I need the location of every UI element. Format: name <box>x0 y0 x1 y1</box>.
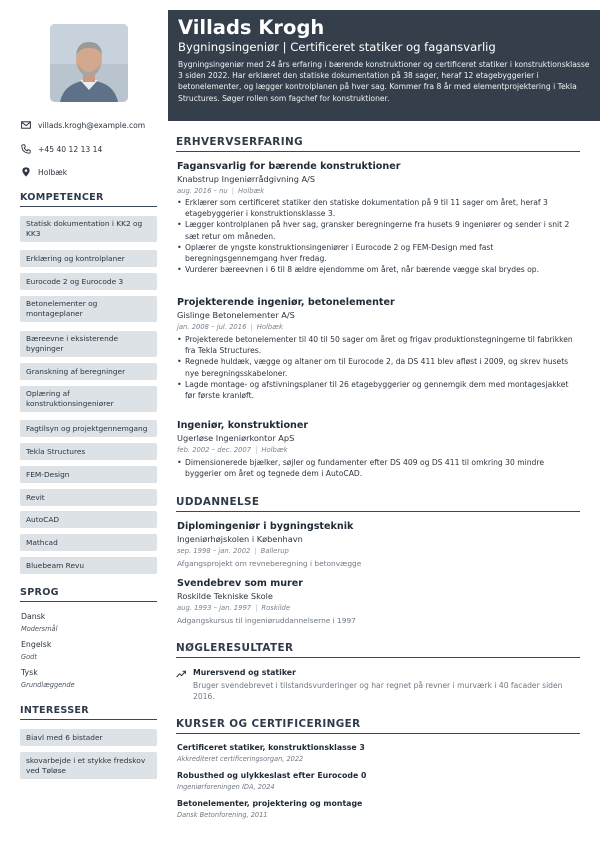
list-item: • Erklærer som certificeret statiker den statiske dokumentation på 9 til 11 sager om året, heraf 3 etagebyggerier i konstruktionsklasse 3. <box>177 197 580 219</box>
job-period: aug. 2016 – nu <box>177 187 228 195</box>
result-description: Bruger svendebrevet i tilstandsvurderinger og har regnet på revner i murværk i 40 facader siden 2016. <box>193 681 563 702</box>
education-place: Ballerup <box>260 547 289 555</box>
profile-photo <box>50 24 128 102</box>
profile-summary: Bygningsingeniør med 24 års erfaring i bærende konstruktioner og certificeret statiker i konstruktionsklasse 3 siden 2022. Har erklæret den statiske dokumentation på 38 sager, heraf 12 etagebyggerier i betonelementer, og lægger kontrolplanen på hver sag. Kommer fra 8 år med elementprojektering i Tekla Structures. Søger rollen som fagchef for konstruktioner. <box>178 60 590 103</box>
degree-title: Diplomingeniør i bygningsteknik <box>177 521 354 532</box>
skill-chip: FEM-Design <box>20 466 157 483</box>
list-item: • Dimensionerede bjælker, søjler og fundamenter efter DS 409 og DS 411 til omkring 30 mindre byggerier om året og tegnede dem i AutoCAD. <box>177 457 580 479</box>
results-heading: NØGLERESULTATER <box>176 642 580 658</box>
job-meta: feb. 2002 – dec. 2007 | Holbæk <box>177 446 288 454</box>
education-heading: UDDANNELSE <box>176 496 580 512</box>
job-period: jan. 2008 – jul. 2016 <box>177 323 247 331</box>
school-name: Roskilde Tekniske Skole <box>177 591 273 601</box>
contact-location <box>21 167 161 177</box>
degree-title: Svendebrev som murer <box>177 578 304 589</box>
phone-text: +45 40 12 13 14 <box>38 144 103 154</box>
languages-heading: SPROG <box>20 587 157 602</box>
courses-heading: KURSER OG CERTIFICERINGER <box>176 718 580 734</box>
education-meta: sep. 1998 – jan. 2002 | Ballerup <box>177 547 289 555</box>
course-title: Robusthed og ulykkeslast efter Eurocode 0 <box>177 771 367 780</box>
education-meta: aug. 1993 – jan. 1997 | Roskilde <box>177 604 291 612</box>
skill-chip: Bæreevne i eksisterende bygninger <box>20 331 157 357</box>
language-level: Grundlæggende <box>21 681 75 689</box>
job-place: Holbæk <box>256 323 283 331</box>
course-title: Certificeret statiker, konstruktionsklasse 3 <box>177 743 365 752</box>
job-bullets <box>177 197 580 275</box>
location-text: Holbæk <box>38 167 68 177</box>
education-note: Afgangsprojekt om revneberegning i betonvægge <box>177 559 362 568</box>
course-org: Akkrediteret certificeringsorgan, 2022 <box>177 755 304 763</box>
header-banner <box>168 10 600 121</box>
language-name: Tysk <box>21 668 38 677</box>
phone-icon <box>21 144 31 154</box>
skill-chip: Granskning af beregninger <box>20 363 157 380</box>
sidebar <box>0 0 168 849</box>
job-meta: jan. 2008 – jul. 2016 | Holbæk <box>177 323 283 331</box>
skill-chip: Bluebeam Revu <box>20 557 157 574</box>
contact-phone[interactable] <box>21 144 161 154</box>
list-item: • Lægger kontrolplanen på hver sag, gransker beregningerne fra husets 9 ingeniører og sender i snit 2 sæt retur om måneden. <box>177 219 580 241</box>
trend-up-icon <box>176 670 186 678</box>
course-org: Ingeniørforeningen IDA, 2024 <box>177 783 275 791</box>
skill-chip: Erklæring og kontrolplaner <box>20 250 157 267</box>
skill-chip: Eurocode 2 og Eurocode 3 <box>20 273 157 290</box>
job-title: Projekterende ingeniør, betonelementer <box>177 297 395 308</box>
job-headline: Bygningsingeniør | Certificeret statiker og fagansvarlig <box>178 40 496 54</box>
list-item: • Regnede huldæk, vægge og altaner om til Eurocode 2, da DS 411 blev afløst i 2009, og skrev husets nye beregningsskabeloner. <box>177 356 580 378</box>
interests-heading: INTERESSER <box>20 705 157 720</box>
map-pin-icon <box>21 167 31 177</box>
skill-chip: Fagtilsyn og projektgennemgang <box>20 420 157 437</box>
job-company: Gislinge Betonelementer A/S <box>177 310 295 320</box>
job-bullets <box>177 457 580 479</box>
skill-chip: Revit <box>20 489 157 506</box>
email-text: villads.krogh@example.com <box>38 120 146 130</box>
language-level: Modersmål <box>21 625 58 633</box>
course-org: Dansk Betonforening, 2011 <box>177 811 268 819</box>
job-meta: aug. 2016 – nu | Holbæk <box>177 187 265 195</box>
job-title: Ingeniør, konstruktioner <box>177 420 309 431</box>
job-bullets <box>177 334 580 401</box>
skill-chip: Statisk dokumentation i KK2 og KK3 <box>20 216 157 242</box>
education-period: sep. 1998 – jan. 2002 <box>177 547 251 555</box>
contact-email[interactable] <box>21 120 161 130</box>
skill-chip: Tekla Structures <box>20 443 157 460</box>
education-place: Roskilde <box>261 604 291 612</box>
list-item: • Lagde montage- og afstivningsplaner til 26 etagebyggerier og gennemgik dem med montagesjakket før første kranløft. <box>177 379 580 401</box>
person-name: Villads Krogh <box>178 16 325 39</box>
skill-chip: Mathcad <box>20 534 157 551</box>
job-place: Holbæk <box>261 446 288 454</box>
job-period: feb. 2002 – dec. 2007 <box>177 446 252 454</box>
skill-chip: Oplæring af konstruktionsingeniører <box>20 386 157 412</box>
education-period: aug. 1993 – jan. 1997 <box>177 604 252 612</box>
job-place: Holbæk <box>238 187 265 195</box>
list-item: • Vurderer bæreevnen i 6 til 8 ældre ejendomme om året, når bærende vægge skal brydes op. <box>177 264 580 275</box>
school-name: Ingeniørhøjskolen i København <box>177 534 303 544</box>
job-company: Knabstrup Ingeniørrådgivning A/S <box>177 174 316 184</box>
interest-chip: Biavl med 6 bistader <box>20 729 157 746</box>
language-name: Dansk <box>21 612 46 621</box>
job-company: Ugerløse Ingeniørkontor ApS <box>177 433 295 443</box>
envelope-icon <box>21 120 31 130</box>
job-title: Fagansvarlig for bærende konstruktioner <box>177 161 401 172</box>
result-title: Murersvend og statiker <box>193 668 296 677</box>
list-item: • Oplærer de yngste konstruktionsingeniører i Eurocode 2 og FEM-Design med fast beregningsgennemgang hver fredag. <box>177 242 580 264</box>
language-name: Engelsk <box>21 640 52 649</box>
skill-chip: Betonelementer og montageplaner <box>20 296 157 322</box>
interest-chip: skovarbejde i et stykke fredskov ved Tøløse <box>20 752 157 779</box>
language-level: Godt <box>21 653 37 661</box>
course-title: Betonelementer, projektering og montage <box>177 799 363 808</box>
education-note: Adgangskursus til ingeniøruddannelserne i 1997 <box>177 616 356 625</box>
skills-heading: KOMPETENCER <box>20 192 157 207</box>
list-item: • Projekterede betonelementer til 40 til 50 sager om året og frigav produktionstegningerne til fabrikken fra Tekla Structures. <box>177 334 580 356</box>
avatar <box>50 24 128 102</box>
skill-chip: AutoCAD <box>20 511 157 528</box>
experience-heading: ERHVERVSERFARING <box>176 136 580 152</box>
